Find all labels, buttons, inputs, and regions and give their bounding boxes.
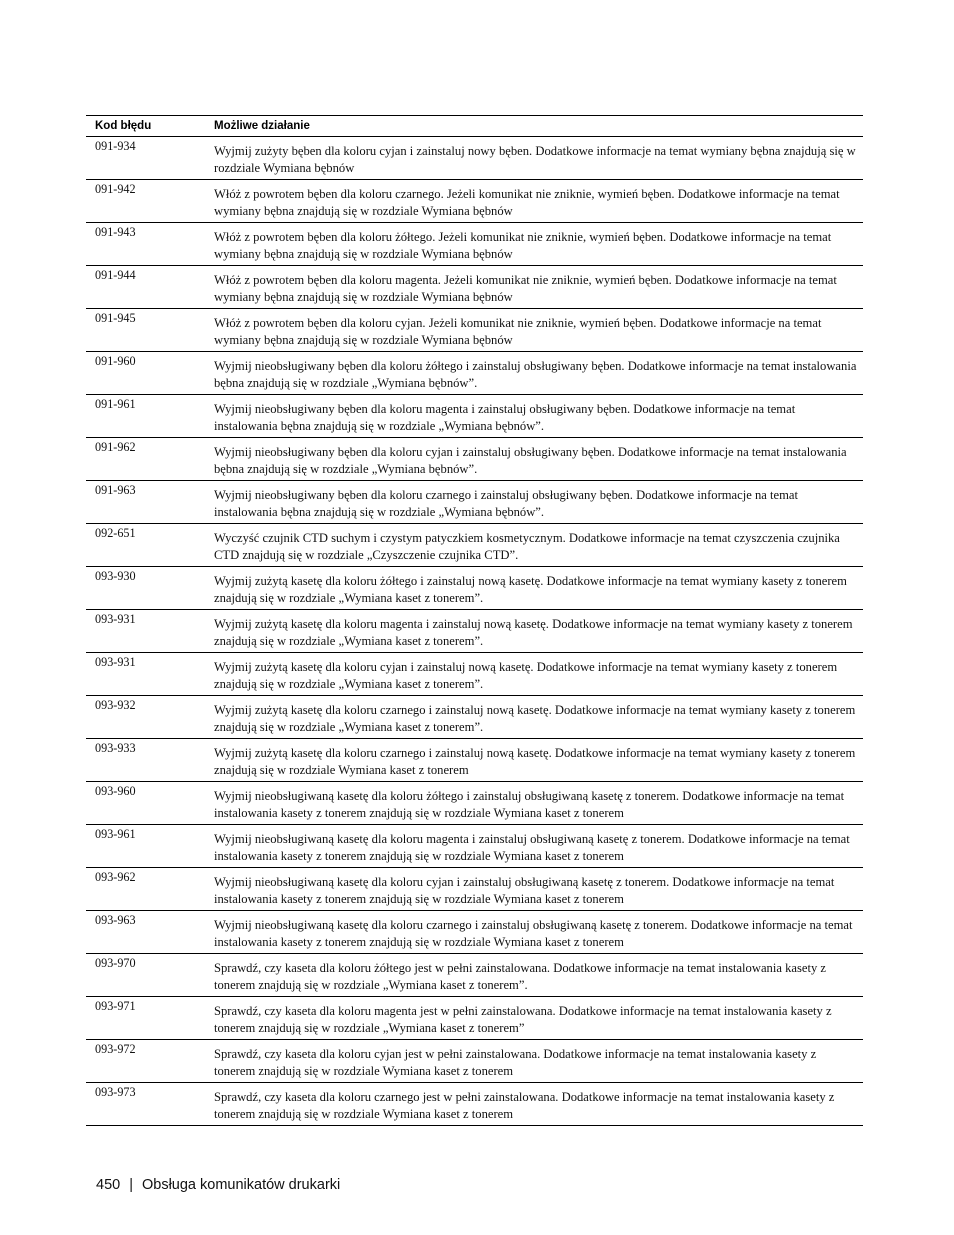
possible-action: Włóż z powrotem bęben dla koloru magenta. Jeżeli komunikat nie zniknie, wymień bęben. Dodatkowe informacje na temat wymiany bębna znajdują się w rozdziale Wymiana bębnów (205, 266, 863, 309)
error-code: 093-931 (86, 610, 205, 653)
table-row (86, 868, 863, 911)
error-code: 093-930 (86, 567, 205, 610)
footer-separator: | (129, 1177, 133, 1193)
table-row (86, 137, 863, 180)
table-header-row (86, 116, 863, 137)
section-title: Obsługa komunikatów drukarki (141, 1177, 341, 1193)
possible-action: Włóż z powrotem bęben dla koloru cyjan. Jeżeli komunikat nie zniknie, wymień bęben. Dodatkowe informacje na temat wymiany bębna znajdują się w rozdziale Wymiana bębnów (205, 309, 863, 352)
error-code: 091-962 (86, 438, 205, 481)
table-row (86, 997, 863, 1040)
error-code: 093-931 (86, 653, 205, 696)
error-code: 091-960 (86, 352, 205, 395)
possible-action: Sprawdź, czy kaseta dla koloru cyjan jest w pełni zainstalowana. Dodatkowe informacje na temat instalowania kasety z tonerem znajdują się w rozdziale Wymiana kaset z tonerem (205, 1040, 863, 1083)
possible-action: Wyjmij zużytą kasetę dla koloru magenta i zainstaluj nową kasetę. Dodatkowe informacje na temat wymiany kasety z tonerem znajdują się w rozdziale „Wymiana kaset z tonerem”. (205, 610, 863, 653)
possible-action: Wyczyść czujnik CTD suchym i czystym patyczkiem kosmetycznym. Dodatkowe informacje na temat czyszczenia czujnika CTD znajdują się w rozdziale „Czyszczenie czujnika CTD”. (205, 524, 863, 567)
table-row (86, 739, 863, 782)
table-row (86, 954, 863, 997)
error-code: 093-961 (86, 825, 205, 868)
table-row (86, 524, 863, 567)
header-action: Możliwe działanie (205, 116, 863, 137)
header-code: Kod błędu (86, 116, 205, 137)
table-row (86, 610, 863, 653)
possible-action: Sprawdź, czy kaseta dla koloru żółtego jest w pełni zainstalowana. Dodatkowe informacje na temat instalowania kasety z tonerem znajdują się w rozdziale „Wymiana kaset z tonerem”. (205, 954, 863, 997)
possible-action: Włóż z powrotem bęben dla koloru czarnego. Jeżeli komunikat nie zniknie, wymień bęben. Dodatkowe informacje na temat wymiany bębna znajdują się w rozdziale Wymiana bębnów (205, 180, 863, 223)
error-code: 093-932 (86, 696, 205, 739)
error-code: 091-943 (86, 223, 205, 266)
table-row (86, 1040, 863, 1083)
possible-action: Wyjmij zużytą kasetę dla koloru czarnego i zainstaluj nową kasetę. Dodatkowe informacje na temat wymiany kasety z tonerem znajdują się w rozdziale Wymiana kaset z tonerem (205, 739, 863, 782)
possible-action: Sprawdź, czy kaseta dla koloru magenta jest w pełni zainstalowana. Dodatkowe informacje na temat instalowania kasety z tonerem znajdują się w rozdziale „Wymiana kaset z tonerem” (205, 997, 863, 1040)
possible-action: Wyjmij nieobsługiwaną kasetę dla koloru czarnego i zainstaluj obsługiwaną kasetę z tonerem. Dodatkowe informacje na temat instalowania kasety z tonerem znajdują się w rozdziale Wymiana kaset z tonerem (205, 911, 863, 954)
possible-action: Wyjmij nieobsługiwaną kasetę dla koloru cyjan i zainstaluj obsługiwaną kasetę z tonerem. Dodatkowe informacje na temat instalowania kasety z tonerem znajdują się w rozdziale Wymiana kaset z tonerem (205, 868, 863, 911)
possible-action: Wyjmij nieobsługiwaną kasetę dla koloru magenta i zainstaluj obsługiwaną kasetę z tonerem. Dodatkowe informacje na temat instalowania kasety z tonerem znajdują się w rozdziale Wymiana kaset z tonerem (205, 825, 863, 868)
table-row (86, 1083, 863, 1126)
error-code: 093-973 (86, 1083, 205, 1126)
possible-action: Wyjmij nieobsługiwaną kasetę dla koloru żółtego i zainstaluj obsługiwaną kasetę z tonerem. Dodatkowe informacje na temat instalowania kasety z tonerem znajdują się w rozdziale Wymiana kaset z tonerem (205, 782, 863, 825)
error-code: 093-971 (86, 997, 205, 1040)
error-code: 093-972 (86, 1040, 205, 1083)
possible-action: Wyjmij nieobsługiwany bęben dla koloru czarnego i zainstaluj obsługiwany bęben. Dodatkowe informacje na temat instalowania bębna znajdują się w rozdziale „Wymiana bębnów”. (205, 481, 863, 524)
error-code: 093-933 (86, 739, 205, 782)
error-code: 091-942 (86, 180, 205, 223)
page-number: 450 (96, 1177, 121, 1193)
table-row (86, 395, 863, 438)
page-footer (96, 1177, 340, 1193)
possible-action: Wyjmij zużytą kasetę dla koloru cyjan i zainstaluj nową kasetę. Dodatkowe informacje na temat wymiany kasety z tonerem znajdują się w rozdziale „Wymiana kaset z tonerem”. (205, 653, 863, 696)
table-row (86, 653, 863, 696)
table-row (86, 309, 863, 352)
table-row (86, 481, 863, 524)
possible-action: Wyjmij nieobsługiwany bęben dla koloru cyjan i zainstaluj obsługiwany bęben. Dodatkowe informacje na temat instalowania bębna znajdują się w rozdziale „Wymiana bębnów”. (205, 438, 863, 481)
error-code: 091-944 (86, 266, 205, 309)
table-row (86, 180, 863, 223)
possible-action: Wyjmij zużytą kasetę dla koloru żółtego i zainstaluj nową kasetę. Dodatkowe informacje na temat wymiany kasety z tonerem znajdują się w rozdziale „Wymiana kaset z tonerem”. (205, 567, 863, 610)
possible-action: Wyjmij zużyty bęben dla koloru cyjan i zainstaluj nowy bęben. Dodatkowe informacje na temat wymiany bębna znajdują się w rozdziale Wymiana bębnów (205, 137, 863, 180)
error-code: 093-960 (86, 782, 205, 825)
error-code: 091-961 (86, 395, 205, 438)
table-row (86, 266, 863, 309)
error-code: 091-934 (86, 137, 205, 180)
possible-action: Wyjmij nieobsługiwany bęben dla koloru żółtego i zainstaluj obsługiwany bęben. Dodatkowe informacje na temat instalowania bębna znajdują się w rozdziale „Wymiana bębnów”. (205, 352, 863, 395)
possible-action: Wyjmij zużytą kasetę dla koloru czarnego i zainstaluj nową kasetę. Dodatkowe informacje na temat wymiany kasety z tonerem znajdują się w rozdziale „Wymiana kaset z tonerem”. (205, 696, 863, 739)
error-code-table (86, 115, 863, 1126)
table-row (86, 696, 863, 739)
error-code: 093-962 (86, 868, 205, 911)
error-code: 091-963 (86, 481, 205, 524)
table-body (86, 137, 863, 1126)
possible-action: Sprawdź, czy kaseta dla koloru czarnego jest w pełni zainstalowana. Dodatkowe informacje na temat instalowania kasety z tonerem znajdują się w rozdziale Wymiana kaset z tonerem (205, 1083, 863, 1126)
error-code: 091-945 (86, 309, 205, 352)
table-row (86, 352, 863, 395)
table-row (86, 825, 863, 868)
possible-action: Włóż z powrotem bęben dla koloru żółtego. Jeżeli komunikat nie zniknie, wymień bęben. Dodatkowe informacje na temat wymiany bębna znajdują się w rozdziale Wymiana bębnów (205, 223, 863, 266)
table-row (86, 223, 863, 266)
error-code: 093-970 (86, 954, 205, 997)
possible-action: Wyjmij nieobsługiwany bęben dla koloru magenta i zainstaluj obsługiwany bęben. Dodatkowe informacje na temat instalowania bębna znajdują się w rozdziale „Wymiana bębnów”. (205, 395, 863, 438)
table-row (86, 782, 863, 825)
table-row (86, 438, 863, 481)
table-row (86, 567, 863, 610)
error-code: 093-963 (86, 911, 205, 954)
error-code: 092-651 (86, 524, 205, 567)
table-row (86, 911, 863, 954)
